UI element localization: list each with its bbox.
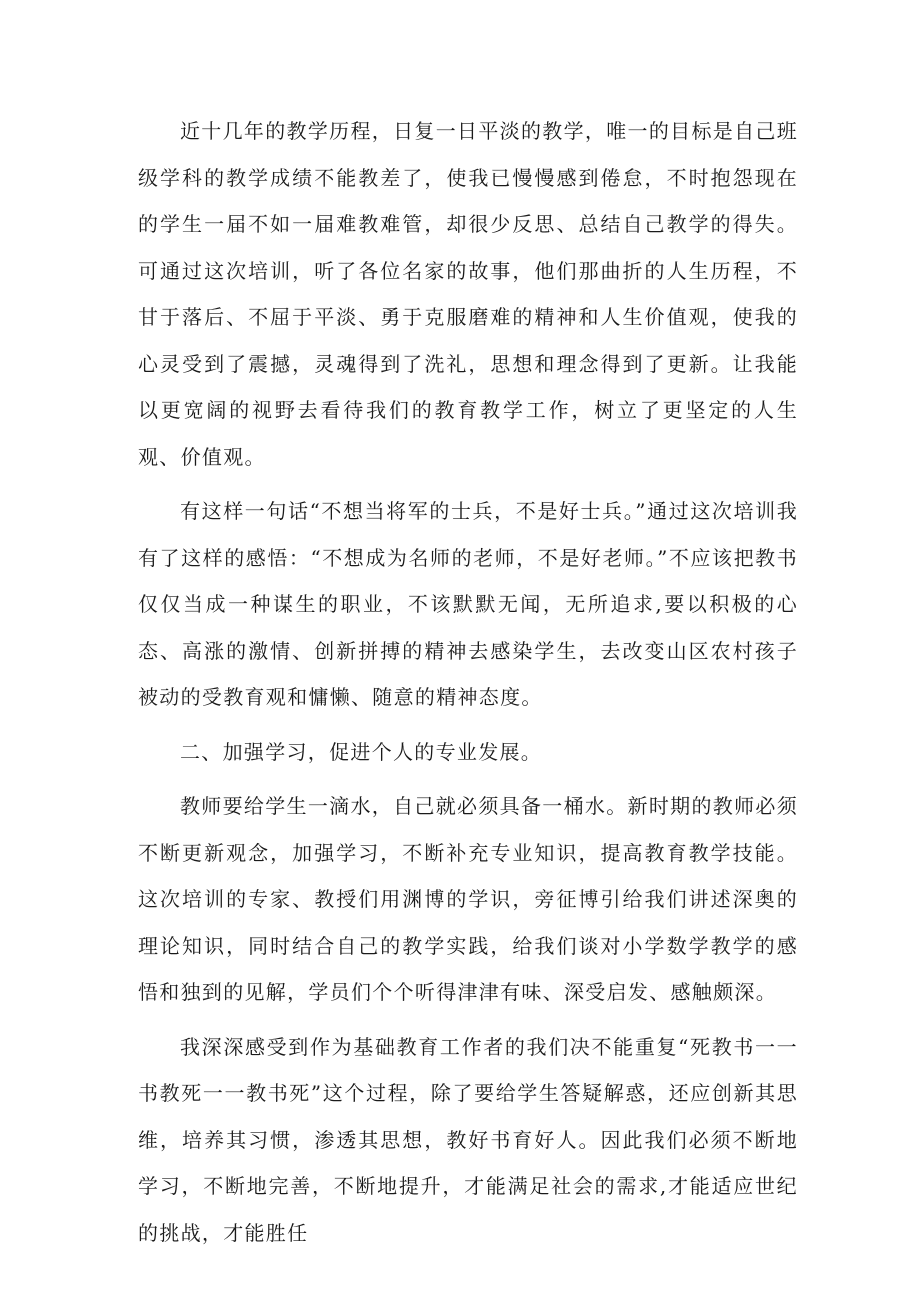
paragraph-basic-education: 我深深感受到作为基础教育工作者的我们决不能重复“死教书一一书教死一一教书死”这个过程，除了要给学生答疑解惑，还应创新其思维，培养其习惯，渗透其思想，教好书育好人。因此我们必须不断地学习，不断地完善，不断地提升，才能满足社会的需求,才能适应世纪的挑战，才能胜任 bbox=[138, 1034, 798, 1245]
paragraph-famous-teacher: 有这样一句话“不想当将军的士兵，不是好士兵。”通过这次培训我有了这样的感悟：“不想成为名师的老师，不是好老师。”不应该把教书仅仅当成一种谋生的职业，不该默默无闻，无所追求,要以积极的心态、高涨的激情、创新拼搏的精神去感染学生，去改变山区农村孩子被动的受教育观和慵懒、随意的精神态度。 bbox=[138, 499, 798, 709]
section-heading-learning: 二、加强学习，促进个人的专业发展。 bbox=[180, 739, 543, 764]
document-page bbox=[138, 108, 798, 1256]
paragraph-reflection: 近十几年的教学历程，日复一日平淡的教学，唯一的目标是自己班级学科的教学成绩不能教差了，使我已慢慢感到倦怠，不时抱怨现在的学生一届不如一届难教难管，却很少反思、总结自己教学的得失。可通过这次培训，听了各位名家的故事，他们那曲折的人生历程，不甘于落后、不屈于平淡、勇于克服磨难的精神和人生价值观，使我的心灵受到了震撼，灵魂得到了洗礼，思想和理念得到了更新。让我能以更宽阔的视野去看待我们的教育教学工作，树立了更坚定的人生观、价值观。 bbox=[138, 119, 798, 469]
paragraph-one-bucket-of-water: 教师要给学生一滴水，自己就必须具备一桶水。新时期的教师必须不断更新观念，加强学习，不断补充专业知识，提高教育教学技能。这次培训的专家、教授们用渊博的学识，旁征博引给我们讲述深奥的理论知识，同时结合自己的教学实践，给我们谈对小学数学教学的感悟和独到的见解，学员们个个听得津津有味、深受启发、感触颇深。 bbox=[138, 794, 798, 1004]
